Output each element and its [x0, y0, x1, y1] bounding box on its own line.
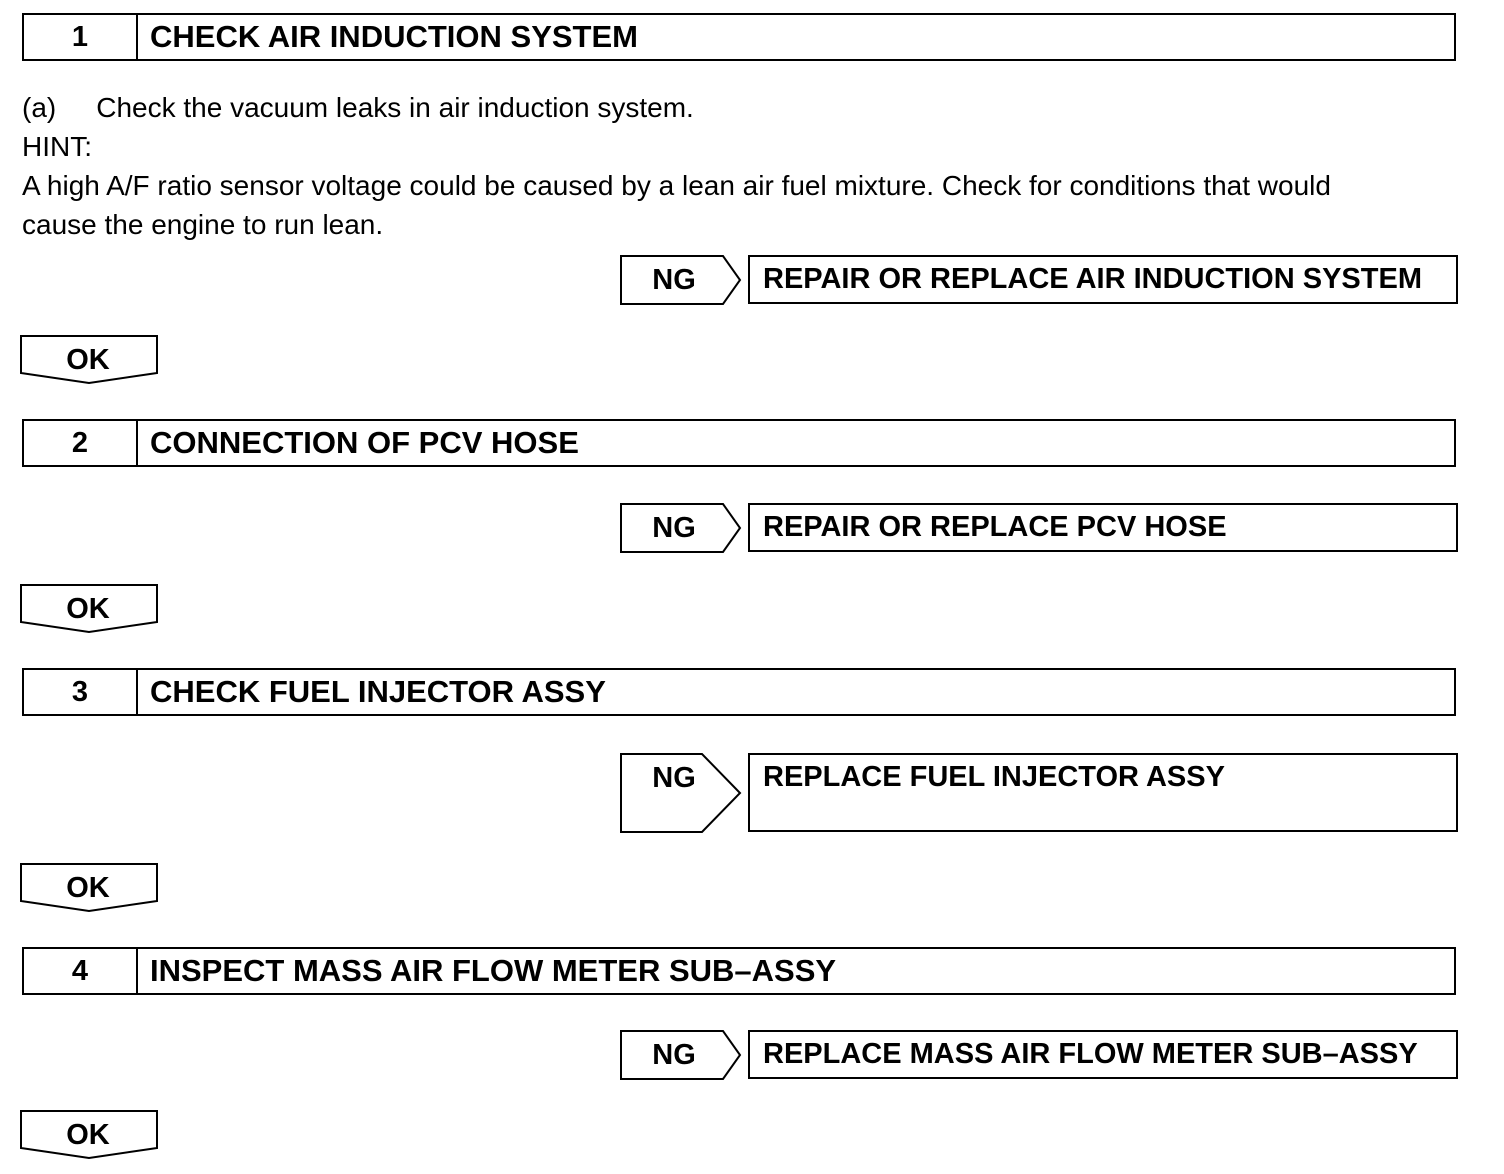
step-1-header — [22, 13, 1456, 61]
ng-label: NG — [652, 511, 696, 544]
ok-branch-3 — [20, 863, 160, 913]
step-title: CHECK AIR INDUCTION SYSTEM — [150, 19, 638, 54]
item-marker: (a) — [22, 92, 57, 123]
check-item — [22, 88, 1472, 127]
step-title: CHECK FUEL INJECTOR ASSY — [150, 674, 606, 709]
step-number: 4 — [24, 949, 138, 993]
ok-label: OK — [66, 343, 110, 376]
hint-line-1: A high A/F ratio sensor voltage could be caused by a lean air fuel mixture. Check for conditions that would — [22, 170, 1331, 201]
ng-branch-3 — [620, 753, 742, 833]
ok-label: OK — [66, 1118, 110, 1151]
ng-label: NG — [652, 263, 696, 296]
step-title: INSPECT MASS AIR FLOW METER SUB–ASSY — [150, 953, 837, 988]
step-3-header — [22, 668, 1456, 716]
step-number: 1 — [24, 15, 138, 59]
ng-branch-4 — [620, 1030, 742, 1080]
item-text: Check the vacuum leaks in air induction system. — [96, 92, 694, 123]
step-4-header — [22, 947, 1456, 995]
step-2-header — [22, 419, 1456, 467]
ng-branch-1 — [620, 255, 742, 305]
ng-label: NG — [652, 761, 696, 794]
step-1-details — [22, 88, 1472, 244]
hint-line-2: cause the engine to run lean. — [22, 209, 384, 240]
step-number: 2 — [24, 421, 138, 465]
ng-label: NG — [652, 1038, 696, 1071]
ng-action-1: REPAIR OR REPLACE AIR INDUCTION SYSTEM — [748, 255, 1458, 304]
ok-branch-4 — [20, 1110, 160, 1160]
step-number: 3 — [24, 670, 138, 714]
step-title: CONNECTION OF PCV HOSE — [150, 425, 579, 460]
ng-action-3: REPLACE FUEL INJECTOR ASSY — [748, 753, 1458, 832]
ng-action-2: REPAIR OR REPLACE PCV HOSE — [748, 503, 1458, 552]
hint-label: HINT: — [22, 131, 92, 162]
ok-label: OK — [66, 592, 110, 625]
ok-branch-1 — [20, 335, 160, 385]
ok-branch-2 — [20, 584, 160, 634]
ng-branch-2 — [620, 503, 742, 553]
ok-label: OK — [66, 871, 110, 904]
ng-action-4: REPLACE MASS AIR FLOW METER SUB–ASSY — [748, 1030, 1458, 1079]
